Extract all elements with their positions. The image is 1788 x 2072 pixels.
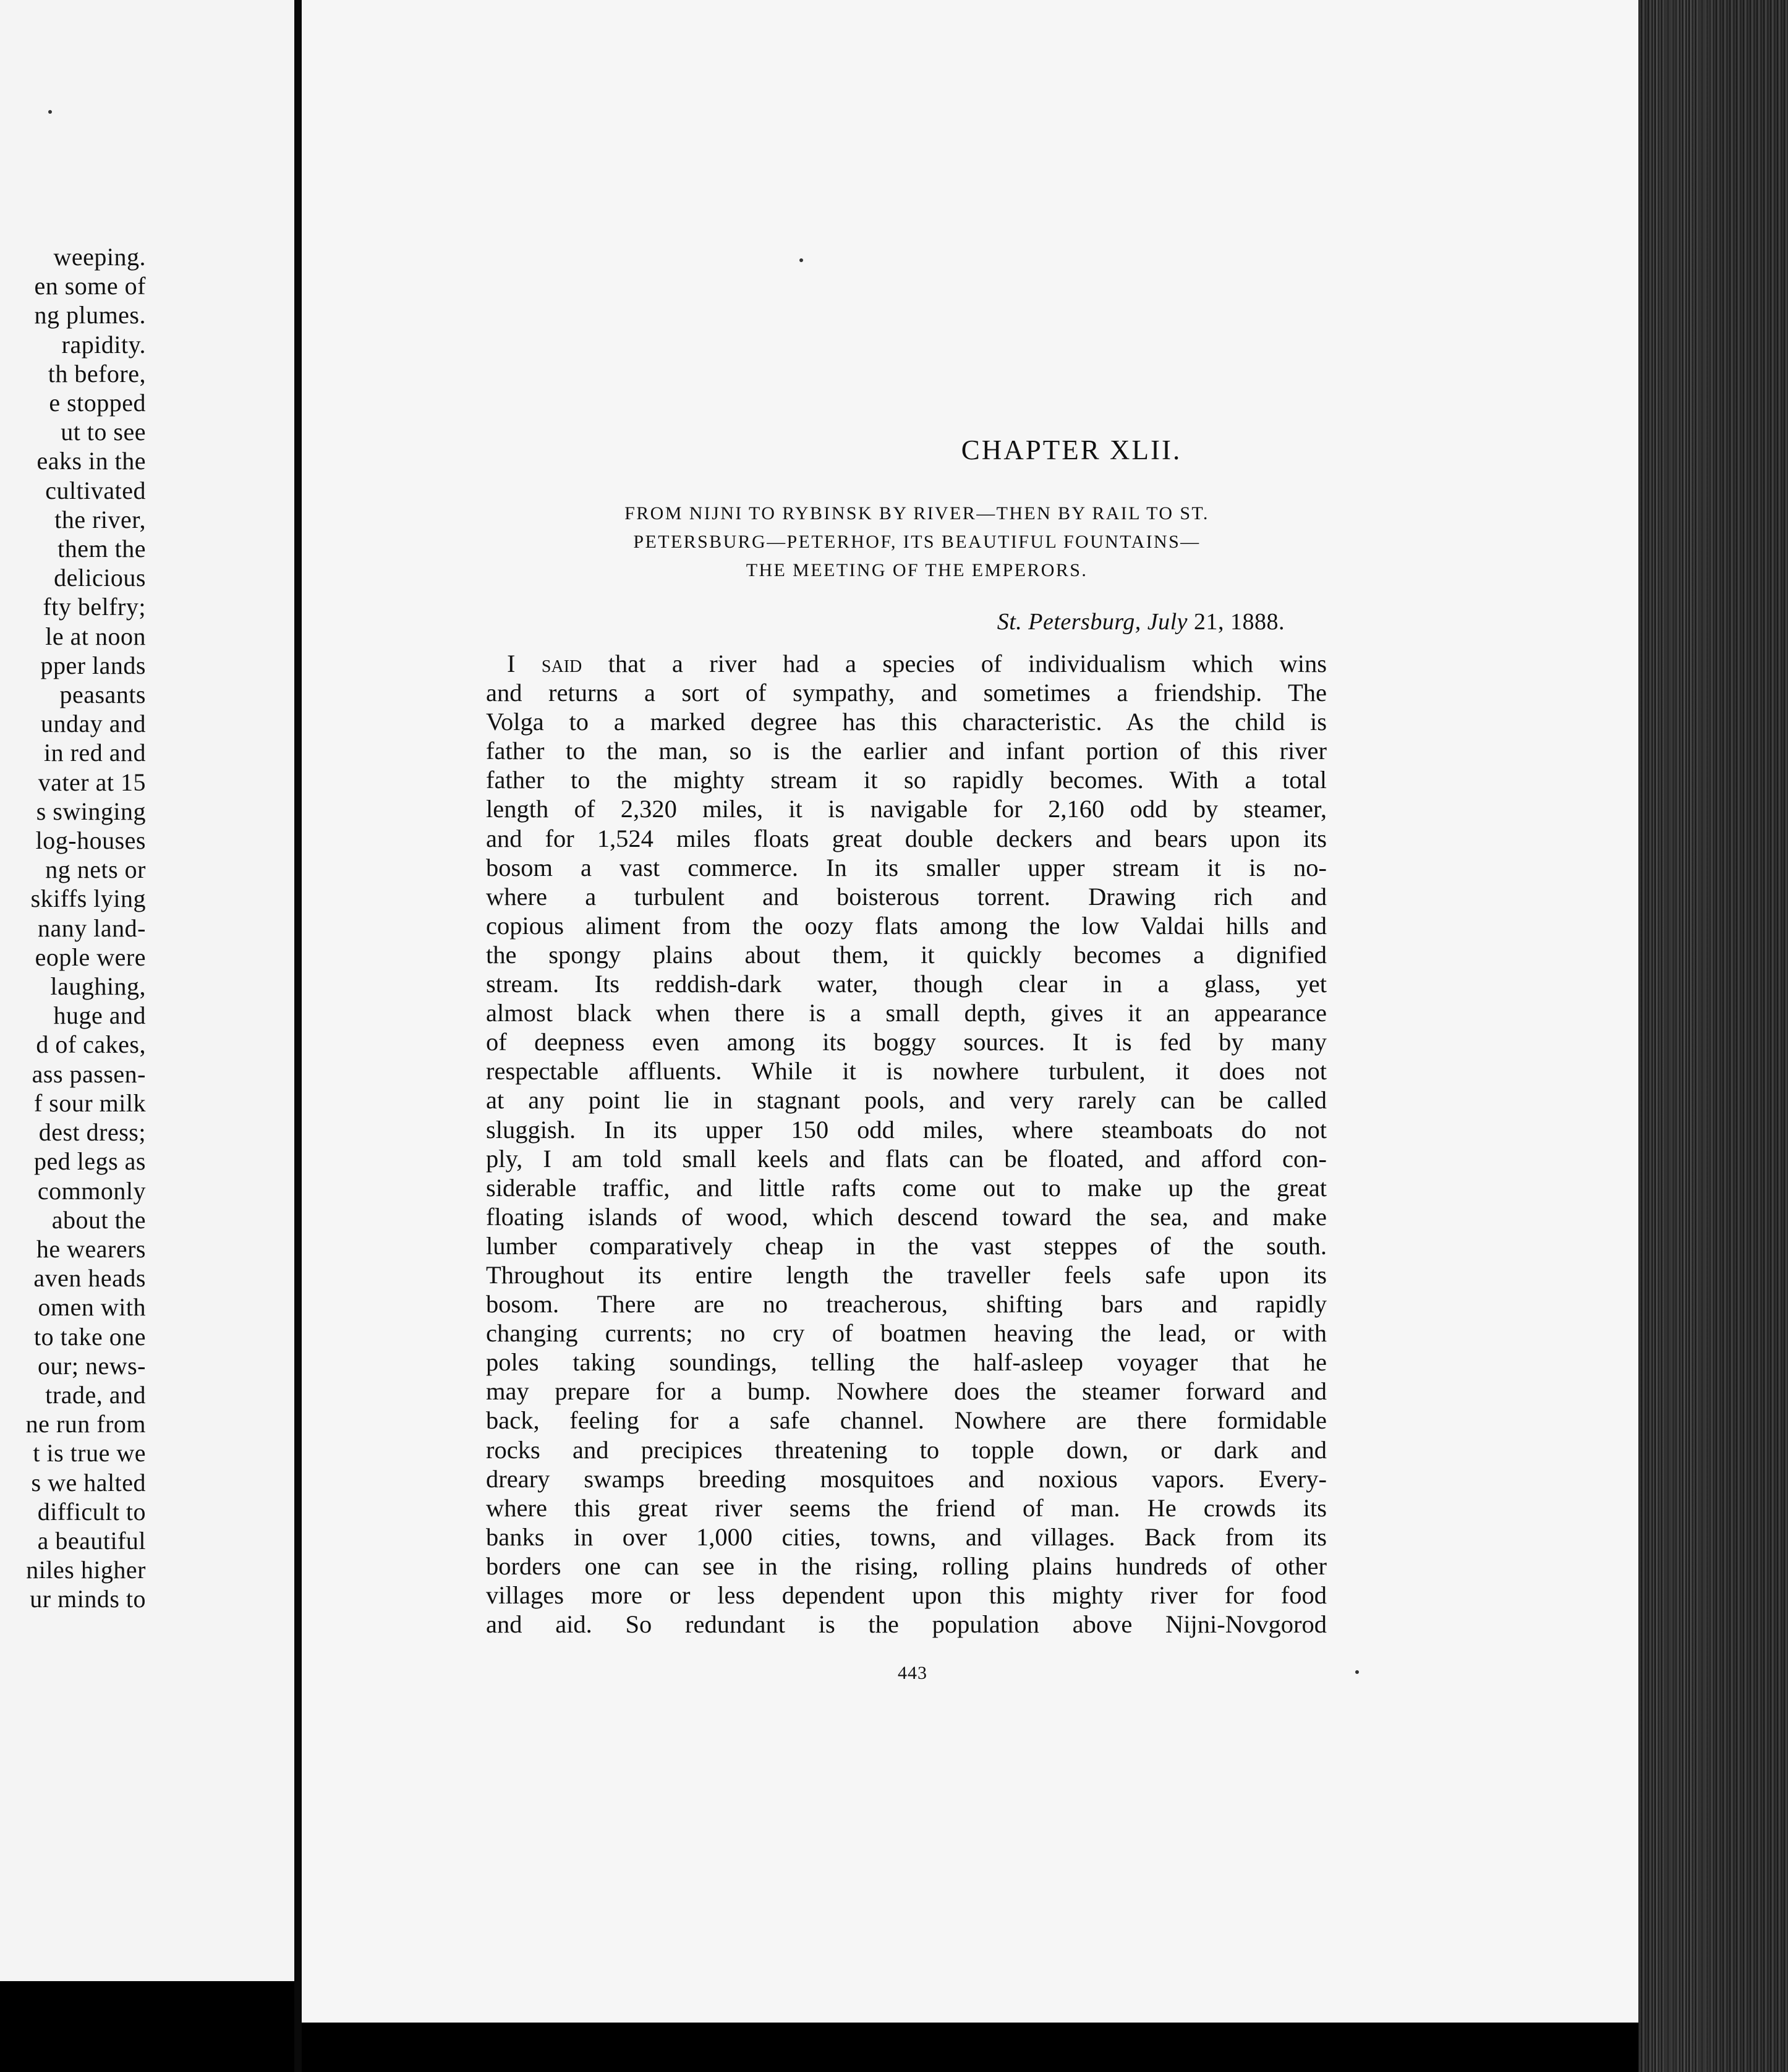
text-line: unday and — [40, 710, 146, 738]
text-line: changing currents; no cry of boatmen heaving the lead, or with — [486, 1319, 1327, 1348]
text-line: he wearers — [36, 1234, 146, 1263]
text-line: ne run from — [25, 1410, 146, 1438]
text-line: s we halted — [31, 1468, 146, 1497]
body-text — [486, 649, 1327, 1639]
text-line: Throughout its entire length the traveller feels safe upon its — [486, 1260, 1327, 1289]
text-line: villages more or less dependent upon this mighty river for food — [486, 1581, 1327, 1609]
text-line: niles higher — [26, 1556, 146, 1584]
text-line: about the — [51, 1205, 146, 1234]
chapter-title: CHAPTER XLII. — [961, 435, 1182, 465]
opening-words: I said — [507, 650, 582, 677]
text-line: rapidity. — [61, 330, 146, 359]
text-line: may prepare for a bump. Nowhere does the steamer forward and — [486, 1377, 1327, 1406]
text-line: cultivated — [45, 476, 146, 504]
text-line: ply, I am told small keels and flats can be floated, and afford con- — [486, 1144, 1327, 1173]
subtitle-line: FROM NIJNI TO RYBINSK BY RIVER—THEN BY RAIL TO ST. — [624, 503, 1209, 524]
text-line: eaks in the — [36, 447, 146, 475]
text-line: nany land- — [38, 914, 146, 942]
text-line: length of 2,320 miles, it is navigable for 2,160 odd by steamer, — [486, 795, 1327, 823]
book-gutter — [294, 0, 302, 2072]
text-line: at any point lie in stagnant pools, and very rarely can be called — [486, 1086, 1327, 1115]
text-line: e stopped — [49, 389, 146, 417]
text-line: the spongy plains about them, it quickly becomes a dignified — [486, 940, 1327, 969]
text-line: and aid. So redundant is the population above Nijni-Novgorod — [486, 1610, 1327, 1639]
text-line: fty belfry; — [43, 593, 146, 621]
text-line: and returns a sort of sympathy, and sometimes a friendship. The — [486, 679, 1327, 707]
text-line: rocks and precipices threatening to topple down, or dark and — [486, 1435, 1327, 1464]
text-line: bosom a vast commerce. In its smaller upper stream it is no- — [486, 853, 1327, 881]
left-page — [0, 0, 296, 1981]
text-line: father to the man, so is the earlier and infant portion of this river — [486, 737, 1327, 765]
text-line: respectable affluents. While it is nowhere turbulent, it does not — [486, 1057, 1327, 1085]
text-line: Volga to a marked degree has this characteristic. As the child is — [486, 708, 1327, 736]
text-line: laughing, — [50, 972, 146, 1001]
page-edge-texture — [1651, 0, 1713, 2072]
text-line: difficult to — [37, 1497, 146, 1526]
text-line: and for 1,524 miles floats great double deckers and bears upon its — [486, 824, 1327, 852]
text-line: siderable traffic, and little rafts come out to make up the great — [486, 1173, 1327, 1202]
dateline-place: St. Petersburg, July — [997, 609, 1188, 635]
text-line: aven heads — [33, 1264, 146, 1293]
text-line: ng nets or — [45, 856, 146, 884]
text-line: th before, — [48, 359, 146, 388]
text-line: back, feeling for a safe channel. Nowhere are there formidable — [486, 1406, 1327, 1435]
book-page-edge — [1638, 0, 1788, 2072]
dateline-date: 21, 1888. — [1194, 609, 1285, 635]
text-line: pper lands — [40, 651, 146, 679]
text-line: dest dress; — [38, 1118, 146, 1147]
text-line: a beautiful — [37, 1526, 146, 1555]
text-line: delicious — [54, 564, 146, 592]
text-line: le at noon — [45, 622, 146, 650]
text-line: where a turbulent and boisterous torrent. Drawing rich and — [486, 882, 1327, 911]
text-line: log-houses — [35, 826, 146, 855]
text-line: them the — [57, 535, 146, 563]
text-line: commonly — [37, 1176, 146, 1205]
text-line: ut to see — [61, 418, 146, 446]
ink-speck — [1355, 1670, 1359, 1674]
text-line: weeping. — [53, 243, 146, 271]
text-line: ur minds to — [30, 1585, 146, 1613]
subtitle-line: THE MEETING OF THE EMPERORS. — [746, 560, 1088, 580]
text-line: ass passen- — [32, 1059, 146, 1088]
right-page — [302, 0, 1643, 2023]
text-line: eople were — [35, 943, 146, 971]
text-line: where this great river seems the friend of man. He crowds its — [486, 1493, 1327, 1522]
text-line: huge and — [53, 1001, 146, 1030]
text-line: f sour milk — [33, 1089, 146, 1117]
text-line: banks in over 1,000 cities, towns, and villages. Back from its — [486, 1522, 1327, 1551]
text-line: t is true we — [33, 1439, 146, 1467]
text-line: floating islands of wood, which descend toward the sea, and make — [486, 1202, 1327, 1231]
text-line: lumber comparatively cheap in the vast steppes of the south. — [486, 1231, 1327, 1260]
text-line: trade, and — [45, 1380, 146, 1409]
text-line: stream. Its reddish-dark water, though clear in a glass, yet — [486, 970, 1327, 998]
text-line: to take one — [34, 1322, 146, 1351]
text-line: of deepness even among its boggy sources. It is fed by many — [486, 1028, 1327, 1056]
text-line: our; news- — [38, 1351, 146, 1380]
text-line: d of cakes, — [36, 1030, 146, 1059]
ink-speck — [48, 110, 52, 114]
text-line: en some of — [34, 272, 146, 300]
text-line: almost black when there is a small depth, gives it an appearance — [486, 999, 1327, 1027]
text-line: dreary swamps breeding mosquitoes and noxious vapors. Every- — [486, 1464, 1327, 1493]
text-line: the river, — [54, 505, 146, 533]
first-line-rest: that a river had a species of individualism which wins — [608, 650, 1327, 677]
chapter-subtitle — [302, 499, 1532, 585]
ink-speck — [799, 258, 803, 262]
text-line: poles taking soundings, telling the half-asleep voyager that he — [486, 1348, 1327, 1377]
text-line: bosom. There are no treacherous, shifting bars and rapidly — [486, 1290, 1327, 1318]
text-line — [486, 649, 1327, 678]
dateline — [302, 608, 1285, 635]
left-page-text — [0, 242, 146, 1614]
text-line: sluggish. In its upper 150 odd miles, where steamboats do not — [486, 1115, 1327, 1144]
text-line: father to the mighty stream it so rapidly becomes. With a total — [486, 766, 1327, 794]
text-line: peasants — [59, 681, 146, 709]
text-line: ped legs as — [33, 1147, 146, 1176]
text-line: omen with — [38, 1293, 146, 1322]
page-number: 443 — [898, 1663, 927, 1683]
text-line: copious aliment from the oozy flats among the low Valdai hills and — [486, 911, 1327, 940]
text-line: skiffs lying — [30, 885, 146, 913]
text-line: borders one can see in the rising, rolling plains hundreds of other — [486, 1552, 1327, 1580]
text-line: s swinging — [36, 797, 146, 825]
text-line: ng plumes. — [34, 301, 146, 329]
text-line: vater at 15 — [38, 768, 146, 796]
subtitle-line: PETERSBURG—PETERHOF, ITS BEAUTIFUL FOUNTAINS— — [633, 532, 1201, 552]
text-line: in red and — [44, 739, 146, 767]
